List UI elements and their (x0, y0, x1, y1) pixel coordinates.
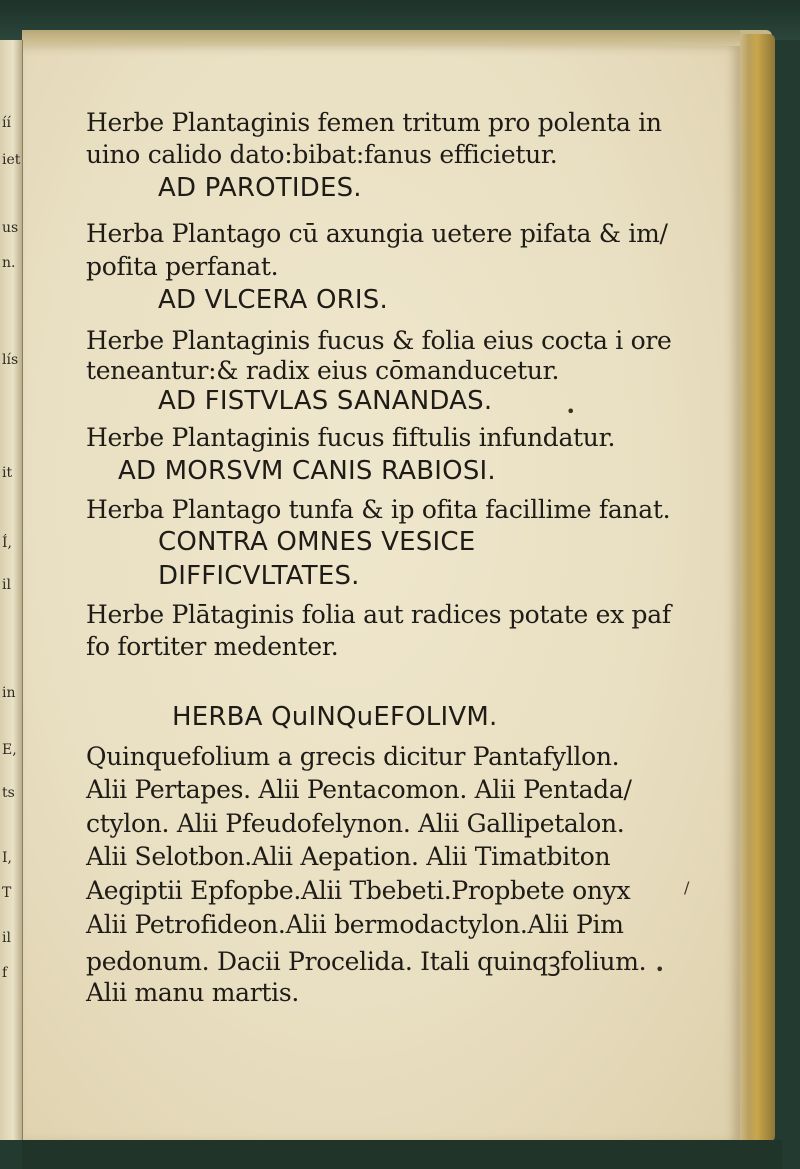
text-line: Herba Plantago tunfa & ip ofita facillime fanat. (86, 495, 671, 524)
margin-fragment: E, (2, 742, 17, 758)
text-line: uino calido dato:bibat:fanus efficietur. (86, 140, 558, 169)
margin-fragment: Í, (2, 535, 12, 551)
text-line: Alii manu martis. (86, 978, 300, 1007)
text-line: Herba Plantago cū axungia uetere pifata & im/ (86, 219, 668, 248)
text-line: Aegiptii Epfopbe.Alii Tbebeti.Propbete onyx (86, 876, 631, 905)
ink-mark-icon: / (684, 878, 690, 897)
text-line: pofita perfanat. (86, 252, 279, 281)
section-heading: AD MORSVM CANIS RABIOSI. (118, 456, 496, 486)
text-line: Herbe Plantaginis femen tritum pro polenta in (86, 108, 662, 137)
text-line: Herbe Plantaginis fucus & folia eius cocta i ore (86, 326, 672, 355)
margin-fragment: ts (2, 785, 15, 801)
text-line: Alii Selotbon.Alii Aepation. Alii Timatbiton (86, 842, 611, 871)
section-heading: AD PAROTIDES. (158, 173, 362, 203)
text-line: Alii Pertapes. Alii Pentacomon. Alii Pentada/ (86, 775, 632, 804)
text-line: Alii Petrofideon.Alii bermodactylon.Alii Pim (86, 910, 624, 939)
margin-fragment: n. (2, 255, 16, 271)
section-heading: HERBA QuINQuEFOLIVM. (172, 702, 498, 732)
section-heading: AD VLCERA ORIS. (158, 285, 388, 315)
margin-fragment: iet (2, 152, 21, 168)
margin-fragment: íí (2, 115, 11, 131)
margin-fragment: in (2, 685, 16, 701)
text-line: pedonum. Dacii Procelida. Itali quinqꝫfolium. (86, 947, 647, 976)
margin-fragment: I, (2, 850, 12, 866)
margin-fragment: it (2, 465, 13, 481)
text-line: Herbe Plātaginis folia aut radices potate ex paf (86, 600, 671, 629)
text-line: Herbe Plantaginis fucus fiftulis infundatur. (86, 423, 616, 452)
section-heading: DIFFICVLTATES. (158, 561, 360, 591)
section-heading: CONTRA OMNES VESICE (158, 527, 476, 557)
margin-fragment: il (2, 577, 11, 593)
ink-speck-icon: • (566, 402, 576, 421)
ink-speck-icon: • (655, 960, 665, 979)
margin-fragment: us (2, 220, 19, 236)
text-line: teneantur:& radix eius cōmanducetur. (86, 356, 560, 385)
text-line: ctylon. Alii Pfeudofelynon. Alii Gallipetalon. (86, 809, 625, 838)
margin-fragment: T (2, 885, 12, 901)
margin-fragment: lís (2, 352, 19, 368)
text-line: Quinquefolium a grecis dicitur Pantafyllon. (86, 742, 620, 771)
margin-fragment: f (2, 965, 8, 981)
margin-fragment: il (2, 930, 11, 946)
text-line: fo fortiter medenter. (86, 632, 339, 661)
section-heading: AD FISTVLAS SANANDAS. (158, 386, 493, 416)
